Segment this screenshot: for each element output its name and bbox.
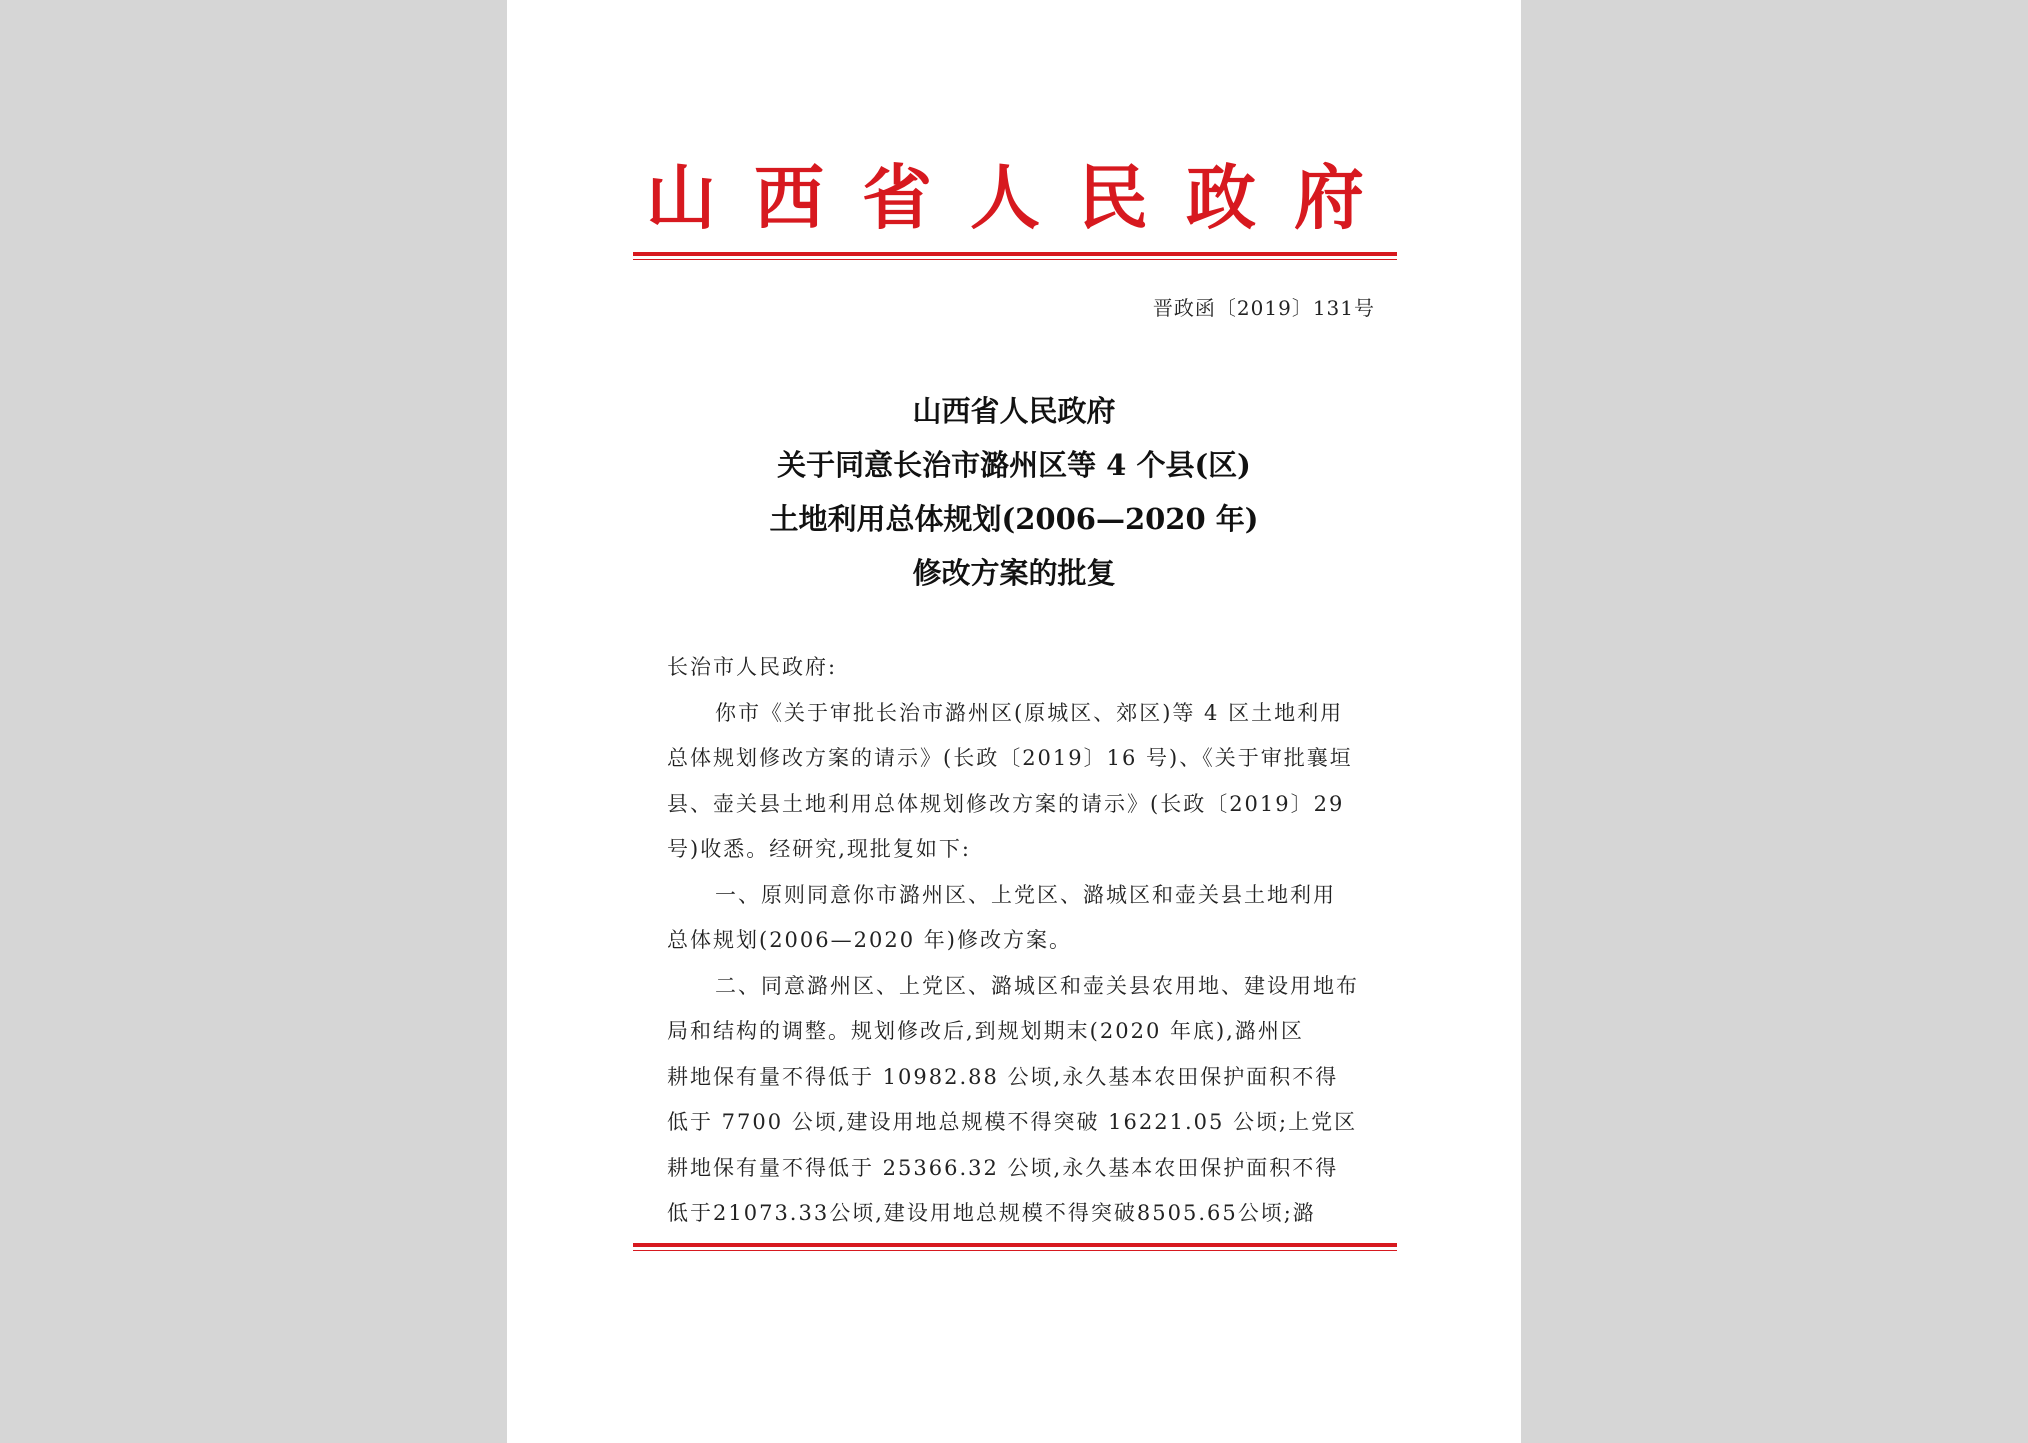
body-line: 局和结构的调整。规划修改后,到规划期末(2020 年底),潞州区 <box>667 1019 1304 1043</box>
body-line: 总体规划修改方案的请示》(长政〔2019〕16 号)、《关于审批襄垣 <box>667 746 1353 770</box>
title-line: 关于同意长治市潞州区等 4 个县(区) <box>777 448 1251 482</box>
document-page <box>507 0 1521 1443</box>
body-line: 一、原则同意你市潞州区、上党区、潞城区和壶关县土地利用 <box>715 882 1336 907</box>
body-line: 二、同意潞州区、上党区、潞城区和壶关县农用地、建设用地布 <box>715 973 1359 998</box>
body-line: 低于21073.33公顷,建设用地总规模不得突破8505.65公顷;潞 <box>667 1201 1316 1225</box>
body-line: 号)收悉。经研究,现批复如下: <box>667 837 971 861</box>
title-line: 山西省人民政府 <box>912 394 1116 428</box>
title-line: 修改方案的批复 <box>912 556 1116 590</box>
body-line: 低于 7700 公顷,建设用地总规模不得突破 16221.05 公顷;上党区 <box>667 1110 1358 1134</box>
body-line: 你市《关于审批长治市潞州区(原城区、郊区)等 4 区土地利用 <box>715 700 1344 725</box>
document-title <box>507 384 1521 600</box>
footer-red-rule <box>633 1243 1397 1247</box>
document-body <box>667 645 1371 1237</box>
body-line: 耕地保有量不得低于 10982.88 公顷,永久基本农田保护面积不得 <box>667 1064 1339 1089</box>
masthead-red-rule <box>633 252 1397 256</box>
salutation: 长治市人民政府: <box>667 655 838 679</box>
body-line: 县、壶关县土地利用总体规划修改方案的请示》(长政〔2019〕29 <box>667 791 1345 816</box>
footer-red-rule-thin <box>633 1250 1397 1251</box>
document-number: 晋政函〔2019〕131号 <box>1152 296 1375 320</box>
body-line: 耕地保有量不得低于 25366.32 公顷,永久基本农田保护面积不得 <box>667 1155 1339 1180</box>
title-line: 土地利用总体规划(2006—2020 年) <box>769 502 1259 536</box>
masthead-red-rule-thin <box>633 259 1397 260</box>
masthead-title: 山西省人民政府 <box>646 156 1402 239</box>
body-line: 总体规划(2006—2020 年)修改方案。 <box>667 928 1072 952</box>
